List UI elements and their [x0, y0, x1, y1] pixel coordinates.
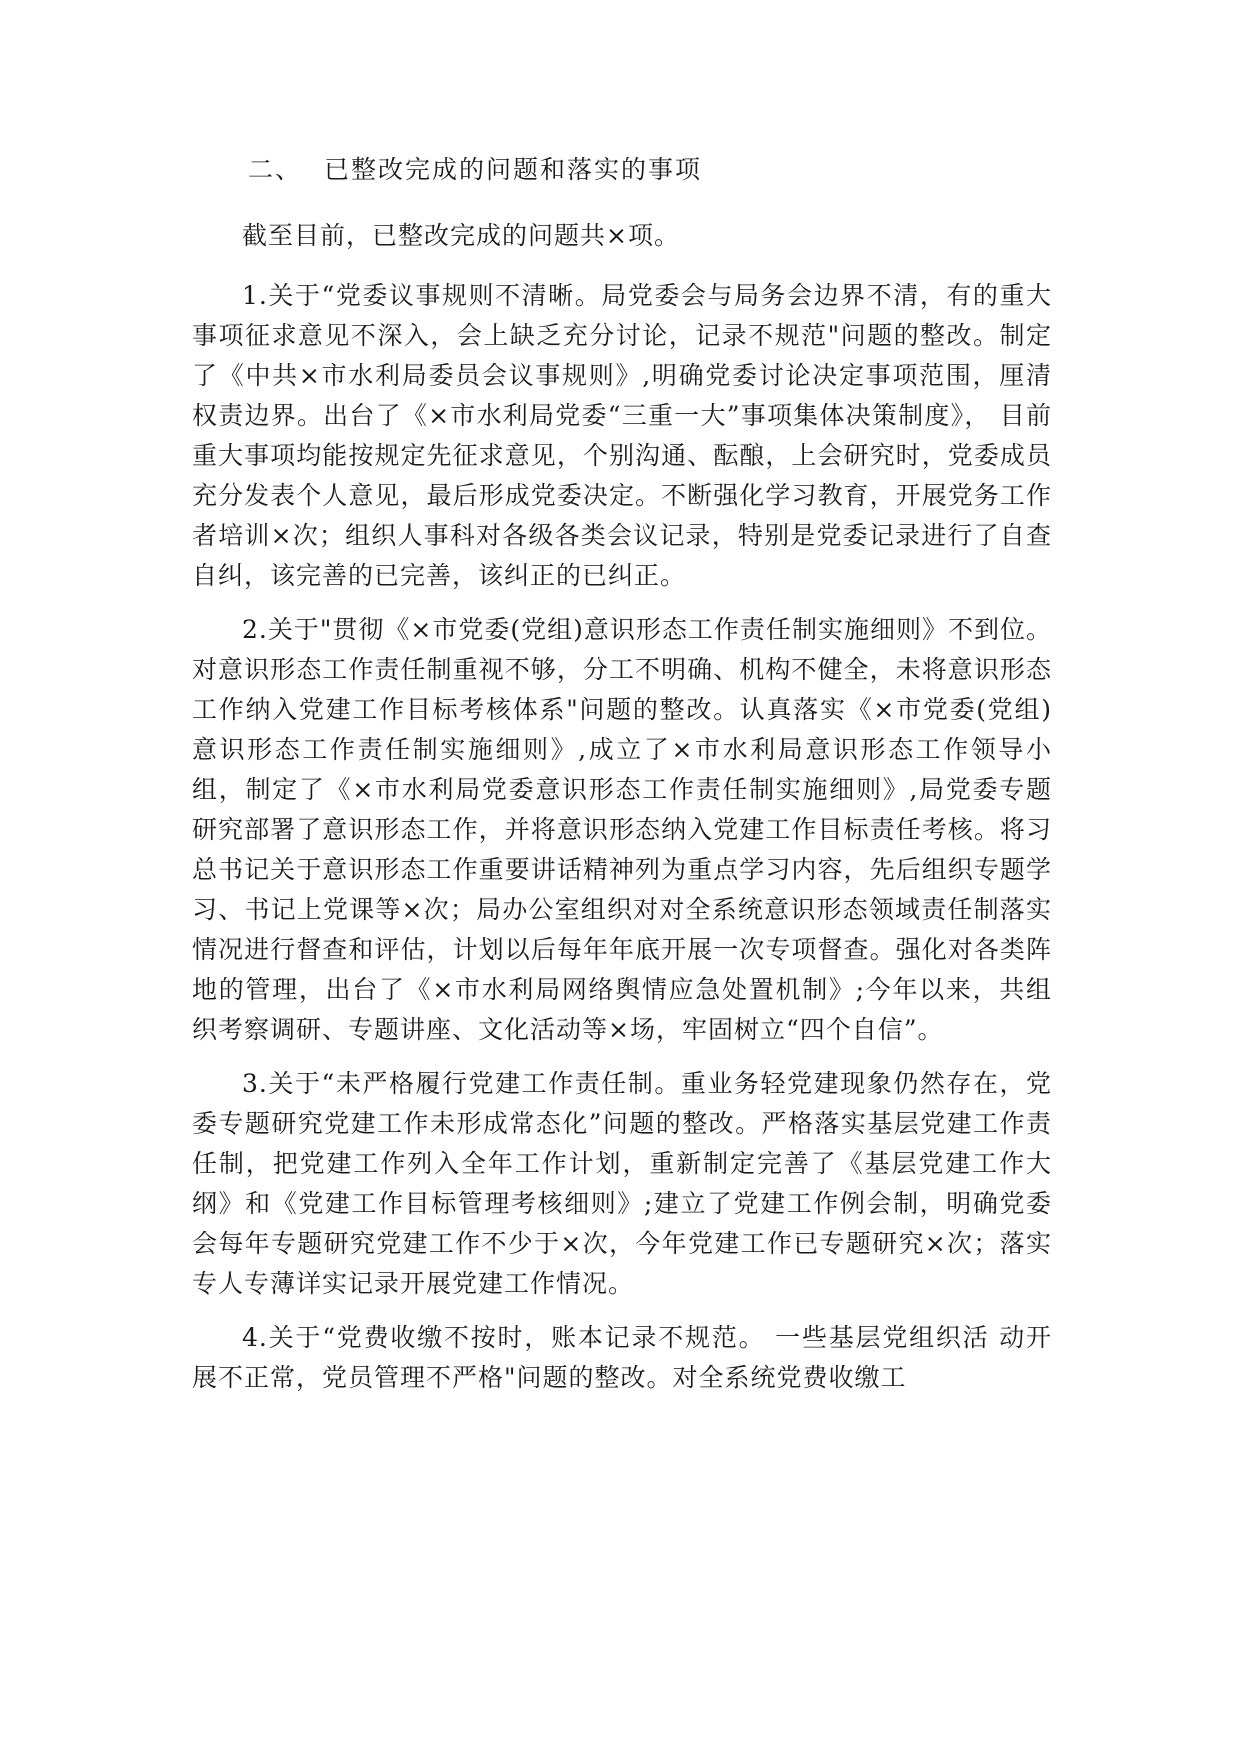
section-heading	[192, 150, 1052, 190]
document-body	[192, 150, 1052, 1412]
item-paragraph-4: 4.关于“党费收缴不按时，账本记录不规范。 一些基层党组织活 动开展不正常，党员管理不严格"问题的整改。对全系统党费收缴工	[192, 1323, 1052, 1392]
item-paragraph-3: 3.关于“未严格履行党建工作责任制。重业务轻党建现象仍然存在，党委专题研究党建工作未形成常态化”问题的整改。严格落实基层党建工作责任制，把党建工作列入全年工作计划，重新制定完善了《基层党建工作大纲》和《党建工作目标管理考核细则》;建立了党建工作例会制，明确党委会每年专题研究党建工作不少于×次，今年党建工作已专题研究×次；落实专人专薄详实记录开展党建工作情况。	[192, 1069, 1052, 1298]
section-number: 二、	[248, 155, 303, 184]
section-title: 已整改完成的问题和落实的事项	[324, 155, 703, 184]
item-paragraph-2: 2.关于"贯彻《×市党委(党组)意识形态工作责任制实施细则》不到位。对意识形态工作责任制重视不够，分工不明确、机构不健全，未将意识形态工作纳入党建工作目标考核体系"问题的整改。认真落实《×市党委(党组)意识形态工作责任制实施细则》,成立了×市水利局意识形态工作领导小组，制定了《×市水利局党委意识形态工作责任制实施细则》,局党委专题研究部署了意识形态工作，并将意识形态纳入党建工作目标责任考核。将习总书记关于意识形态工作重要讲话精神列为重点学习内容，先后组织专题学习、书记上党课等×次；局办公室组织对对全系统意识形态领域责任制落实情况进行督查和评估，计划以后每年年底开展一次专项督查。强化对各类阵地的管理，出台了《×市水利局网络舆情应急处置机制》;今年以来，共组织考察调研、专题讲座、文化活动等×场，牢固树立“四个自信”。	[192, 615, 1052, 1044]
intro-paragraph: 截至目前，已整改完成的问题共×项。	[242, 221, 680, 250]
item-paragraph-1: 1.关于“党委议事规则不清晰。局党委会与局务会边界不清，有的重大事项征求意见不深入，会上缺乏充分讨论，记录不规范"问题的整改。制定了《中共×市水利局委员会议事规则》,明确党委讨论决定事项范围，厘清权责边界。出台了《×市水利局党委“三重一大”事项集体决策制度》， 目前重大事项均能按规定先征求意见，个别沟通、酝酿，上会研究时，党委成员充分发表个人意见，最后形成党委决定。不断强化学习教育，开展党务工作者培训×次；组织人事科对各级各类会议记录，特别是党委记录进行了自查自纠，该完善的已完善，该纠正的已纠正。	[192, 281, 1052, 590]
